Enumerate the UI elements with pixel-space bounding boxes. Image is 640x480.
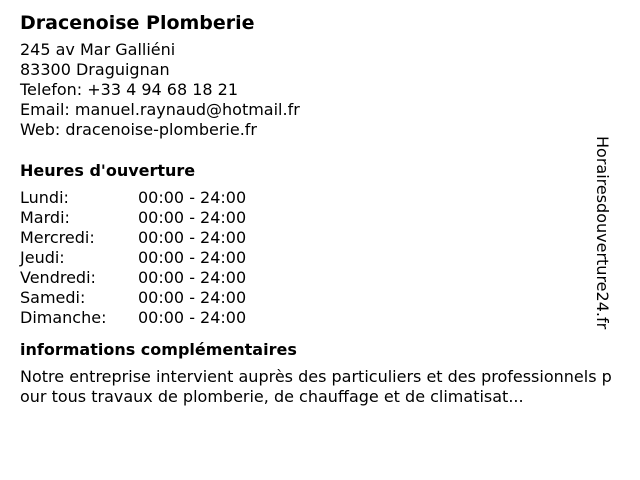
hours-row [20,248,246,268]
hours-row [20,288,246,308]
hours-row [20,308,246,328]
business-card [20,10,620,407]
hours-day: Mardi: [20,208,70,227]
hours-row [20,208,246,228]
info-title: informations complémentaires [20,340,297,359]
hours-day: Dimanche: [20,308,107,327]
hours-time: 00:00 - 24:00 [138,208,247,227]
hours-time: 00:00 - 24:00 [138,228,247,247]
phone-line: Telefon: +33 4 94 68 18 21 [20,80,239,99]
hours-table [20,188,246,328]
hours-day: Vendredi: [20,268,96,287]
hours-time: 00:00 - 24:00 [138,308,247,327]
business-name: Dracenoise Plomberie [20,12,255,34]
info-text: Notre entreprise intervient auprès des particuliers et des professionnels pour tous travaux de plomberie, de chauffage et de climatisat... [20,367,612,406]
hours-time: 00:00 - 24:00 [138,248,247,267]
hours-row [20,188,246,208]
hours-day: Jeudi: [20,248,65,267]
hours-time: 00:00 - 24:00 [138,288,247,307]
hours-title: Heures d'ouverture [20,161,196,180]
hours-time: 00:00 - 24:00 [138,268,247,287]
hours-row [20,268,246,288]
hours-day: Lundi: [20,188,69,207]
hours-day: Mercredi: [20,228,95,247]
street-address: 245 av Mar Galliéni [20,40,176,59]
web-line: Web: dracenoise-plomberie.fr [20,120,258,139]
hours-day: Samedi: [20,288,86,307]
brand-watermark: Horairesdouverture24.fr [593,136,612,330]
hours-time: 00:00 - 24:00 [138,188,247,207]
hours-row [20,228,246,248]
email-line: Email: manuel.raynaud@hotmail.fr [20,100,300,119]
city-address: 83300 Draguignan [20,60,170,79]
